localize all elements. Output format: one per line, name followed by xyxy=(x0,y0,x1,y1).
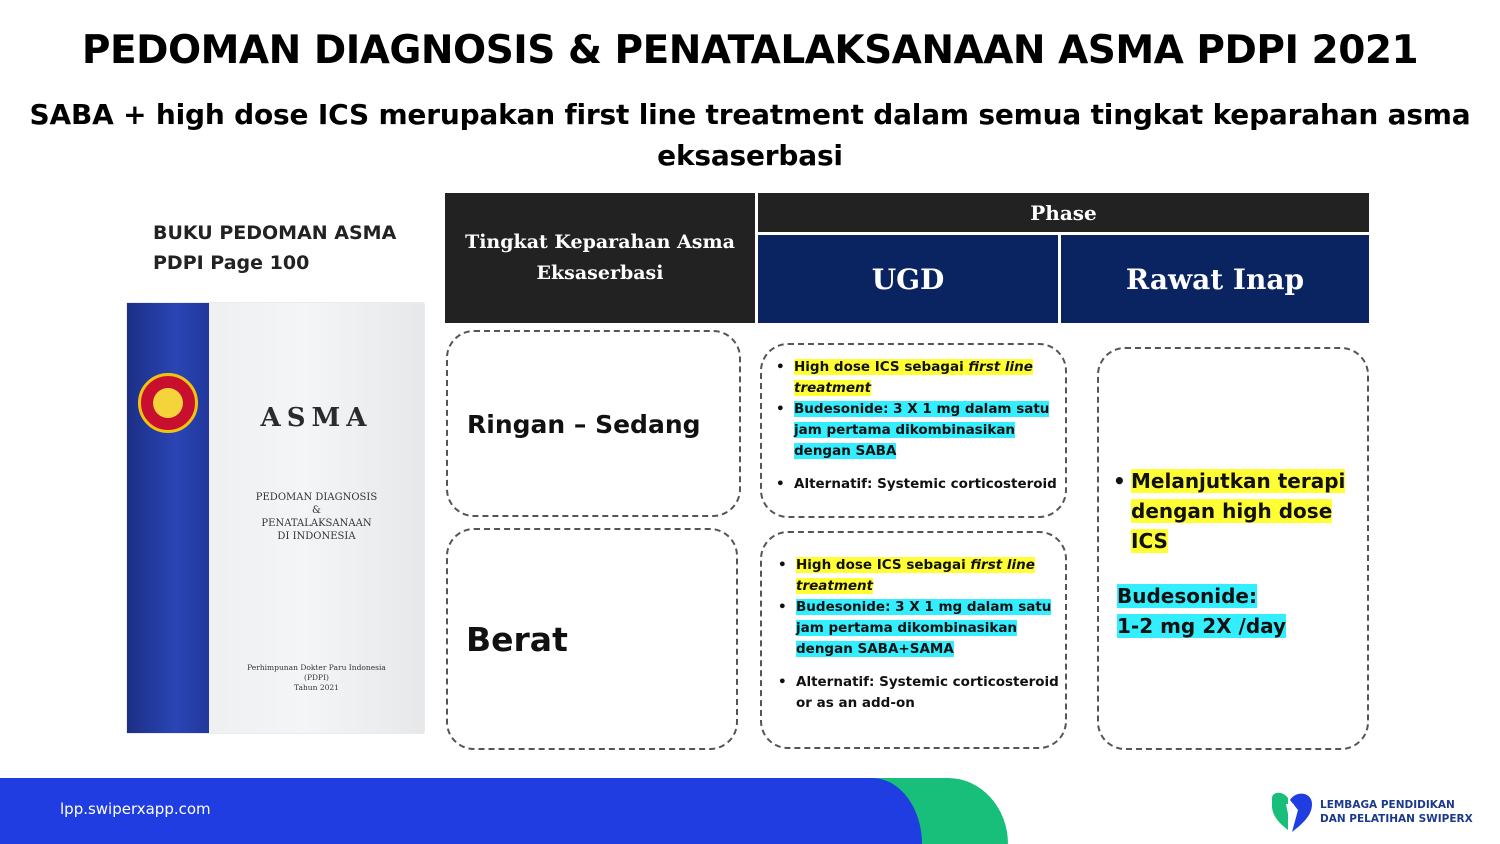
ugd-header: UGD xyxy=(758,235,1058,323)
list-item: • Budesonide: 3 X 1 mg dalam satu jam pertama dikombinasikan dengan SABA+SAMA xyxy=(772,597,1062,660)
severity-cell-berat xyxy=(446,528,738,750)
rawat-inap-dose xyxy=(1117,581,1286,641)
book-caption-line1: BUKU PEDOMAN ASMA xyxy=(153,222,397,244)
logo-line1: LEMBAGA PENDIDIKAN xyxy=(1320,799,1455,811)
book-cover-publisher: Perhimpunan Dokter Paru Indonesia (PDPI) Tahun 2021 xyxy=(247,663,386,692)
list-item: • Alternatif: Systemic corticosteroid xyxy=(770,474,1060,495)
list-item: • Melanjutkan terapi dengan high dose ICS xyxy=(1107,466,1347,556)
dose-line2: 1-2 mg 2X /day xyxy=(1117,614,1287,638)
severity-cell-ringan-sedang xyxy=(446,330,741,517)
severity-label-ringan-sedang: Ringan – Sedang xyxy=(467,410,701,439)
swiperx-heart-logo-icon xyxy=(1268,790,1316,834)
book-cover-image xyxy=(127,303,424,733)
ugd-list-berat xyxy=(772,555,1062,714)
list-item: • High dose ICS sebagai first line treatment xyxy=(770,357,1060,399)
phase-header: Phase xyxy=(758,193,1369,232)
logo-text xyxy=(1320,798,1473,826)
severity-header: Tingkat Keparahan Asma Eksaserbasi xyxy=(445,193,755,323)
list-item: • High dose ICS sebagai first line treatment xyxy=(772,555,1062,597)
book-caption xyxy=(153,218,396,278)
ugd-cell-berat xyxy=(760,531,1067,749)
severity-label-berat: Berat xyxy=(466,620,568,659)
rawat-inap-list xyxy=(1107,466,1347,556)
rawat-inap-cell xyxy=(1097,347,1369,750)
page-subtitle: SABA + high dose ICS merupakan first line treatment dalam semua tingkat keparahan asma eksaserbasi xyxy=(29,98,1471,172)
book-cover-title: ASMA xyxy=(260,403,373,433)
list-item: • Alternatif: Systemic corticosteroid or as an add-on xyxy=(772,672,1062,714)
logo-line2: DAN PELATIHAN SWIPERX xyxy=(1320,813,1473,825)
swiperx-logo xyxy=(1268,790,1488,834)
ugd-cell-ringan-sedang xyxy=(760,343,1067,518)
book-caption-line2: PDPI Page 100 xyxy=(153,252,310,274)
book-cover-subtitle: PEDOMAN DIAGNOSIS & PENATALAKSANAAN DI INDONESIA xyxy=(255,492,378,542)
book-spine xyxy=(127,303,209,733)
footer-url: lpp.swiperxapp.com xyxy=(60,800,211,818)
rawat-inap-header: Rawat Inap xyxy=(1061,235,1369,323)
dose-line1: Budesonide: xyxy=(1117,584,1257,608)
ugd-list-ringan-sedang xyxy=(770,357,1060,495)
list-item: • Budesonide: 3 X 1 mg dalam satu jam pertama dikombinasikan dengan SABA xyxy=(770,399,1060,462)
page-title: PEDOMAN DIAGNOSIS & PENATALAKSANAAN ASMA PDPI 2021 xyxy=(81,28,1419,73)
pdpi-emblem-icon xyxy=(138,373,198,433)
